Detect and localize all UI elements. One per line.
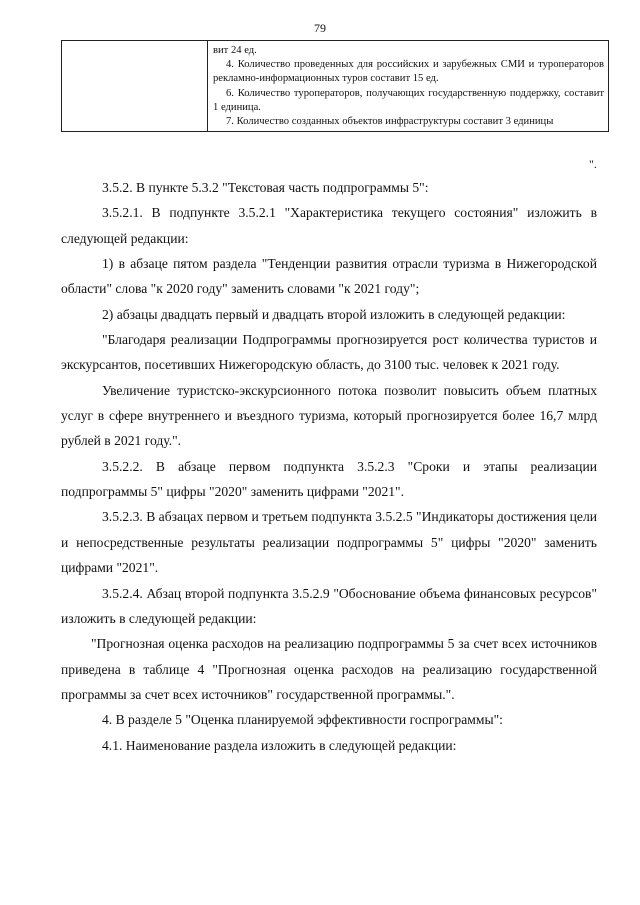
page-number: 79 [314, 21, 326, 35]
paragraph: 3.5.2.3. В абзацах первом и третьем подпункта 3.5.2.5 "Индикаторы достижения цели и непосредственные результаты реализации подпрограммы 5" цифры "2020" заменить цифрами "2021". [61, 509, 597, 576]
table-cell-left [62, 41, 208, 132]
paragraph: 2) абзацы двадцать первый и двадцать второй изложить в следующей редакции: [102, 306, 566, 322]
paragraph: 4. В разделе 5 "Оценка планируемой эффективности госпрограммы": [102, 712, 503, 728]
paragraph: 4.1. Наименование раздела изложить в следующей редакции: [102, 737, 457, 753]
document-body [61, 175, 597, 758]
paragraph: 3.5.2. В пункте 5.3.2 "Текстовая часть подпрограммы 5": [102, 180, 429, 195]
paragraph: 3.5.2.4. Абзац второй подпункта 3.5.2.9 "Обоснование объема финансовых ресурсов" изложить в следующей редакции: [61, 585, 597, 626]
paragraph: 3.5.2.1. В подпункте 3.5.2.1 "Характеристика текущего состояния" изложить в следующей редакции: [61, 205, 597, 246]
paragraph: 1) в абзаце пятом раздела "Тенденции развития отрасли туризма в Нижегородской области" слова "к 2020 году" заменить словами "к 2021 году"; [61, 256, 597, 297]
table-closing-mark: ". [589, 157, 597, 171]
table-cell-right [208, 41, 609, 132]
continued-table [61, 40, 609, 132]
paragraph: 3.5.2.2. В абзаце первом подпункта 3.5.2.3 "Сроки и этапы реализации подпрограммы 5" цифры "2020" заменить цифрами "2021". [61, 458, 597, 500]
table-cell-line: 7. Количество созданных объектов инфраструктуры составит 3 единицы [226, 116, 554, 128]
table-cell-line: вит 24 ед. [213, 45, 257, 56]
table-cell-line: 4. Количество проведенных для российских и зарубежных СМИ и туроператоров рекламно-информационных туров составит 15 ед. [213, 59, 604, 85]
paragraph: "Благодаря реализации Подпрограммы прогнозируется рост количества туристов и экскурсантов, посетивших Нижегородскую область, до 3100 тыс. человек к 2021 году. [61, 332, 597, 373]
paragraph: Увеличение туристско-экскурсионного потока позволит повысить объем платных услуг в сфере внутреннего и въездного туризма, который прогнозируется более 16,7 млрд рублей в 2021 году.". [61, 382, 597, 449]
paragraph: "Прогнозная оценка расходов на реализацию подпрограммы 5 за счет всех источников приведена в таблице 4 "Прогнозная оценка расходов на реализацию государственной программы за счет всех источников" государственной программы.". [61, 636, 597, 702]
table-cell-line: 6. Количество туроператоров, получающих государственную поддержку, составит 1 единица. [213, 87, 604, 113]
table-row [62, 41, 609, 132]
